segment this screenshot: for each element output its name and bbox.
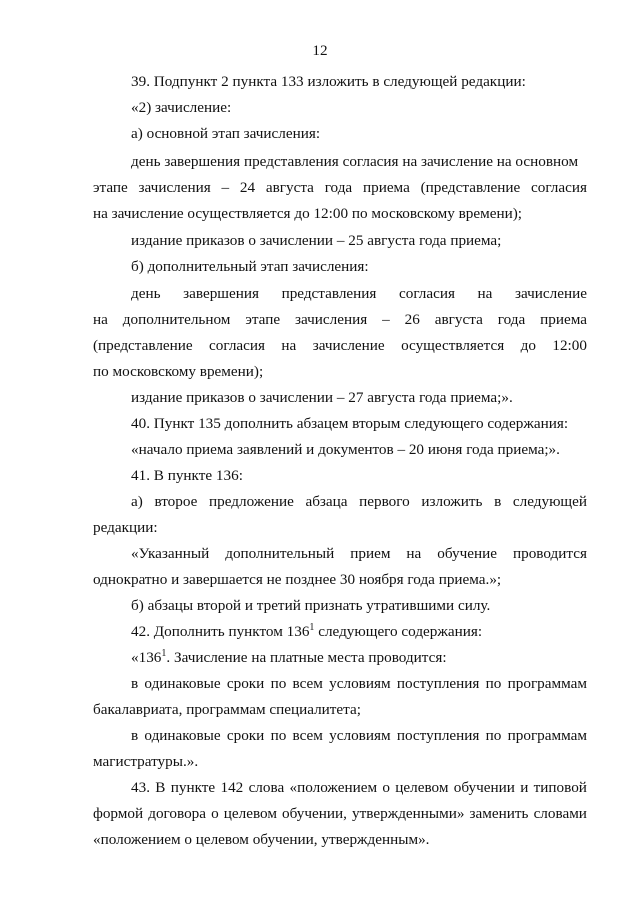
word: В (155, 779, 166, 796)
word: зачисления (295, 311, 368, 328)
word: о (211, 805, 219, 822)
text-line: «начало приема заявлений и документов – 20 июня года приема;». (131, 441, 560, 458)
text-line: день завершения представления согласия на зачисление на основном (131, 153, 579, 170)
word: проводится (512, 545, 587, 562)
word: 43. (131, 779, 150, 796)
word: одинаковые (144, 727, 221, 744)
word: одинаковые (144, 675, 221, 692)
text-line: «положением о целевом обучении, утвержденным». (93, 831, 430, 848)
word: в (131, 675, 139, 692)
word: до (520, 337, 536, 354)
word: согласия (209, 337, 266, 354)
word: программам (507, 727, 587, 744)
word: слова (248, 779, 285, 796)
word: второе (154, 493, 198, 510)
text-line: издание приказов о зачислении – 27 августа года приема;». (131, 389, 513, 406)
word: первого (359, 493, 410, 510)
text-line-justified (131, 726, 587, 746)
word: – (382, 311, 390, 328)
word: приема (362, 179, 410, 196)
word: года (497, 311, 526, 328)
word: зачисление (515, 285, 587, 302)
word: «положением (289, 779, 378, 796)
text-line-justified (131, 284, 587, 304)
text-line-justified (131, 492, 587, 512)
word: по (485, 675, 502, 692)
word: 12:00 (552, 337, 587, 354)
word: сроки (226, 675, 265, 692)
word: дополнительном (122, 311, 231, 328)
word: и (520, 779, 529, 796)
word: день (131, 285, 161, 302)
text-line: однократно и завершается не позднее 30 ноября года приема.»; (93, 571, 502, 588)
word: словами (533, 805, 587, 822)
text-line: магистратуры.». (93, 753, 199, 770)
word: а) (131, 493, 143, 510)
word: по (270, 727, 287, 744)
word: приема (540, 311, 587, 328)
word: типовой (533, 779, 587, 796)
text-segment: . Зачисление на платные места проводится: (166, 649, 447, 666)
word: – (221, 179, 230, 196)
text-segment: «136 (131, 649, 162, 666)
word: поступления (396, 727, 480, 744)
text-line-justified (131, 674, 587, 694)
page-number: 12 (312, 42, 328, 59)
word: августа (434, 311, 483, 328)
word: всем (292, 727, 323, 744)
word: изложить (421, 493, 483, 510)
word: обучении, (282, 805, 347, 822)
word: представления (281, 285, 377, 302)
word: условиям (329, 675, 391, 692)
word: обучении (453, 779, 515, 796)
word: осуществляется (401, 337, 505, 354)
word: утвержденными» (352, 805, 465, 822)
paragraph-43 (131, 778, 587, 798)
word: формой (93, 805, 144, 822)
text-line: «2) зачисление: (131, 99, 232, 116)
word: поступления (396, 675, 480, 692)
text-line: а) основной этап зачисления: (131, 125, 321, 142)
word: 26 (404, 311, 420, 328)
word: всем (292, 675, 323, 692)
text-line-justified (93, 310, 587, 330)
word: обучение (437, 545, 497, 562)
word: зачисление (312, 337, 385, 354)
word: 142 (220, 779, 244, 796)
word: (представление (420, 179, 521, 196)
text-line-justified (93, 336, 587, 356)
word: по (270, 675, 287, 692)
text-line: б) абзацы второй и третий признать утратившими силу. (131, 597, 491, 614)
text-line: бакалавриата, программам специалитета; (93, 701, 361, 718)
word: на (281, 337, 297, 354)
word: договора (148, 805, 206, 822)
text-line: по московскому времени); (93, 363, 264, 380)
text-segment: следующего содержания: (314, 623, 483, 640)
superscript: 1 (309, 622, 315, 633)
word: в (494, 493, 502, 510)
superscript: 1 (161, 648, 167, 659)
word: целевом (395, 779, 449, 796)
paragraph-41: 41. В пункте 136: (131, 467, 243, 484)
word: августа (265, 179, 314, 196)
word: этапе (93, 179, 128, 196)
word: зачисления (138, 179, 211, 196)
text-line-justified (131, 544, 587, 564)
paragraph-39: 39. Подпункт 2 пункта 133 изложить в следующей редакции: (131, 73, 526, 90)
text-line: на зачисление осуществляется до 12:00 по московскому времени); (93, 205, 523, 222)
word: согласия (398, 285, 455, 302)
word: (представление (93, 337, 193, 354)
word: года (324, 179, 353, 196)
word: программам (507, 675, 587, 692)
text-line-justified (93, 178, 587, 198)
paragraph-42 (131, 622, 482, 642)
word: дополнительный (225, 545, 335, 562)
word: «Указанный (131, 545, 210, 562)
word: этапе (245, 311, 281, 328)
word: сроки (226, 727, 265, 744)
word: условиям (329, 727, 391, 744)
text-segment: 42. Дополнить пунктом 136 (131, 623, 310, 640)
word: 24 (239, 179, 256, 196)
word: целевом (223, 805, 277, 822)
text-line (131, 648, 447, 668)
word: в (131, 727, 139, 744)
word: предложение (209, 493, 294, 510)
word: на (406, 545, 422, 562)
word: следующей (512, 493, 587, 510)
text-line: издание приказов о зачислении – 25 августа года приема; (131, 232, 502, 249)
word: прием (350, 545, 391, 562)
word: на (93, 311, 108, 328)
word: заменить (469, 805, 529, 822)
word: пункте (170, 779, 216, 796)
word: согласия (531, 179, 587, 196)
word: абзаца (305, 493, 348, 510)
text-line: редакции: (93, 519, 158, 536)
word: на (477, 285, 493, 302)
word: завершения (183, 285, 259, 302)
text-line: б) дополнительный этап зачисления: (131, 258, 369, 275)
paragraph-40: 40. Пункт 135 дополнить абзацем вторым следующего содержания: (131, 415, 569, 432)
text-line-justified (93, 804, 587, 824)
word: по (485, 727, 502, 744)
word: о (382, 779, 390, 796)
